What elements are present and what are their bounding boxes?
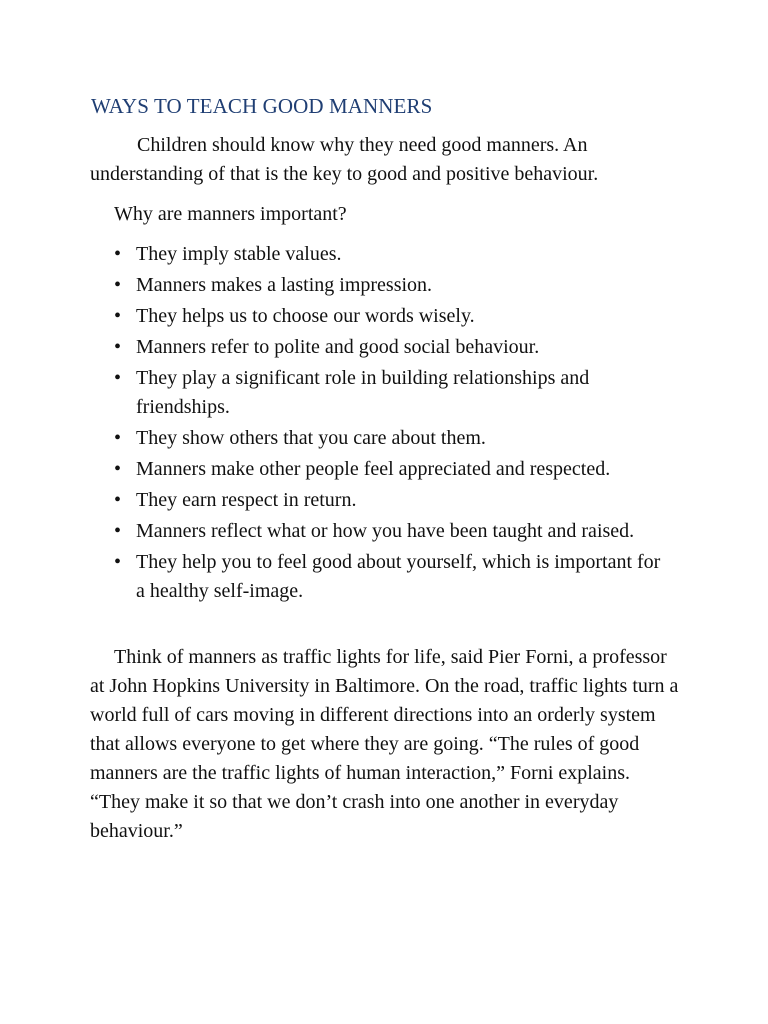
list-item xyxy=(114,271,674,300)
list-item xyxy=(114,517,674,546)
bullet-icon: • xyxy=(114,427,122,449)
bullet-icon: • xyxy=(114,243,122,265)
bullet-icon: • xyxy=(114,551,122,573)
list-item xyxy=(114,364,674,422)
list-item xyxy=(114,455,674,484)
question-line: Why are manners important? xyxy=(114,203,347,225)
list-item-text: They show others that you care about them. xyxy=(136,427,486,449)
list-item xyxy=(114,424,674,453)
list-item xyxy=(114,548,674,606)
list-item-text: They imply stable values. xyxy=(136,243,342,265)
list-item xyxy=(114,240,674,269)
bullet-icon: • xyxy=(114,458,122,480)
list-item-text: Manners makes a lasting impression. xyxy=(136,274,433,296)
intro-paragraph: Children should know why they need good manners. An understanding of that is the key to good and positive behaviour. xyxy=(90,134,599,185)
list-item-text: They play a significant role in building relationships and friendships. xyxy=(136,367,590,418)
bullet-icon: • xyxy=(114,489,122,511)
list-item xyxy=(114,486,674,515)
list-item-text: Manners refer to polite and good social behaviour. xyxy=(136,336,540,358)
bullet-icon: • xyxy=(114,305,122,327)
list-item-text: They help you to feel good about yourself, which is important for a healthy self-image. xyxy=(136,551,661,602)
closing-paragraph: Think of manners as traffic lights for life, said Pier Forni, a professor at John Hopkins University in Baltimore. On the road, traffic lights turn a world full of cars moving in different directions into an orderly system that allows everyone to get where they are going. “The rules of good manners are the traffic lights of human interaction,” Forni explains. “They make it so that we don’t crash into one another in everyday behaviour.” xyxy=(90,646,679,842)
list-item xyxy=(114,333,674,362)
document-heading: WAYS TO TEACH GOOD MANNERS xyxy=(91,94,433,118)
list-item-text: They helps us to choose our words wisely. xyxy=(136,305,475,327)
list-item xyxy=(114,302,674,331)
list-item-text: They earn respect in return. xyxy=(136,489,357,511)
list-item-text: Manners make other people feel appreciated and respected. xyxy=(136,458,611,480)
bullet-icon: • xyxy=(114,520,122,542)
list-item-text: Manners reflect what or how you have been taught and raised. xyxy=(136,520,635,542)
bullet-icon: • xyxy=(114,336,122,358)
bullet-icon: • xyxy=(114,274,122,296)
bullet-icon: • xyxy=(114,367,122,389)
reasons-list xyxy=(114,240,674,608)
